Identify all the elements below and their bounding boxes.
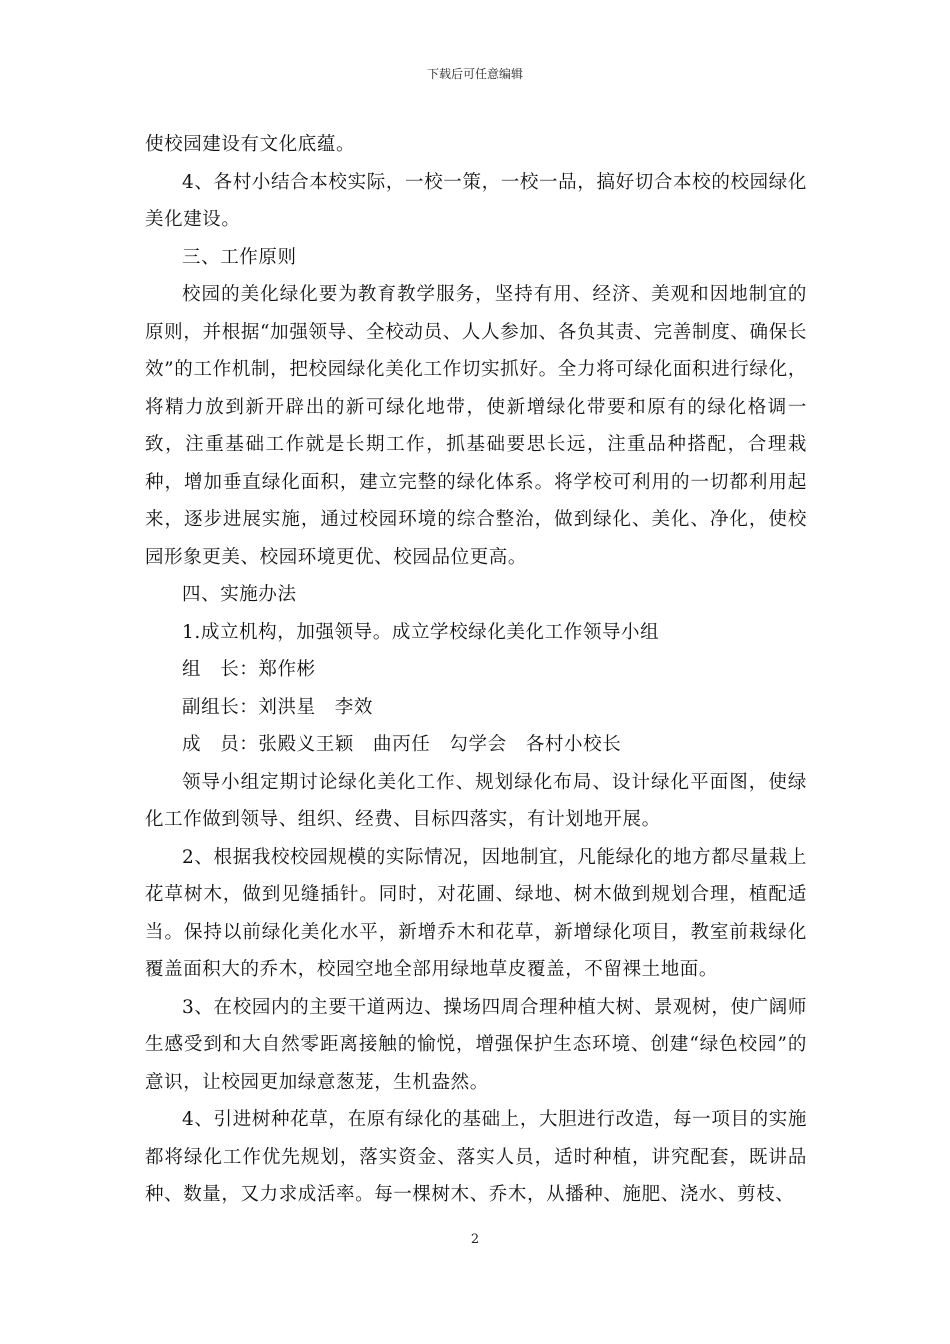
- paragraph-culture: 使校园建设有文化底蕴。: [145, 134, 356, 155]
- page-header: 下载后可任意编辑: [426, 67, 523, 81]
- deputy-leader-line: 副组长：刘洪星 李效: [182, 696, 374, 718]
- leader-line: 组 长：郑作彬: [182, 659, 316, 680]
- members-line: 成 员：张殿义王颖 曲丙任 勾学会 各村小校长: [182, 734, 622, 755]
- paragraph-organization: 1.成立机构，加强领导。成立学校绿化美化工作领导小组: [182, 621, 660, 643]
- paragraph-principles: 校园的美化绿化要为教育教学服务，坚持有用、经济、美观和因地制宜的原则，并根据“加强领导、全校动员、人人参加、各负其责、完善制度、确保长效”的工作机制，把校园绿化美化工作切实抓好。全力将可绿化面积进行绿化，将精力放到新开辟出的新可绿化地带，使新增绿化带要和原有的绿化格调一致，注重基础工作就是长期工作，抓基础要思长远，注重品种搭配，合理栽种，增加垂直绿化面积，建立完整的绿化体系。将学校可利用的一切都利用起来，逐步进展实施，通过校园环境的综合整治，做到绿化、美化、净化，使校园形象更美、校园环境更优、校园品位更高。: [145, 284, 807, 568]
- page-number: 2: [470, 1232, 480, 1247]
- document-body: [145, 126, 807, 1214]
- paragraph-introduce-species: 4、引进树种花草，在原有绿化的基础上，大胆进行改造，每一项目的实施都将绿化工作优先规划，落实资金、落实人员，适时种植，讲究配套，既讲品种、数量，又力求成活率。每一棵树木、乔木，从播种、施肥、浇水、剪枝、: [145, 1109, 807, 1205]
- paragraph-planting: 2、根据我校校园规模的实际情况，因地制宜，凡能绿化的地方都尽量栽上花草树木，做到见缝插针。同时，对花圃、绿地、树木做到规划合理，植配适当。保持以前绿化美化水平，新增乔木和花草，新增绿化项目，教室前栽绿化覆盖面积大的乔木，校园空地全部用绿地草皮覆盖，不留裸土地面。: [145, 846, 807, 980]
- paragraph-main-roads: 3、在校园内的主要干道两边、操场四周合理种植大树、景观树，使广阔师生感受到和大自然零距离接触的愉悦，增强保护生态环境、创建“绿色校园”的意识，让校园更加绿意葱茏，生机盎然。: [145, 996, 807, 1093]
- section-heading-principles: 三、工作原则: [182, 246, 297, 268]
- paragraph-village-schools: 4、各村小结合本校实际，一校一策，一校一品，搞好切合本校的校园绿化美化建设。: [145, 171, 807, 230]
- section-heading-implementation: 四、实施办法: [182, 584, 297, 605]
- paragraph-leadership-group: 领导小组定期讨论绿化美化工作、规划绿化布局、设计绿化平面图，使绿化工作做到领导、组织、经费、目标四落实，有计划地开展。: [145, 771, 807, 830]
